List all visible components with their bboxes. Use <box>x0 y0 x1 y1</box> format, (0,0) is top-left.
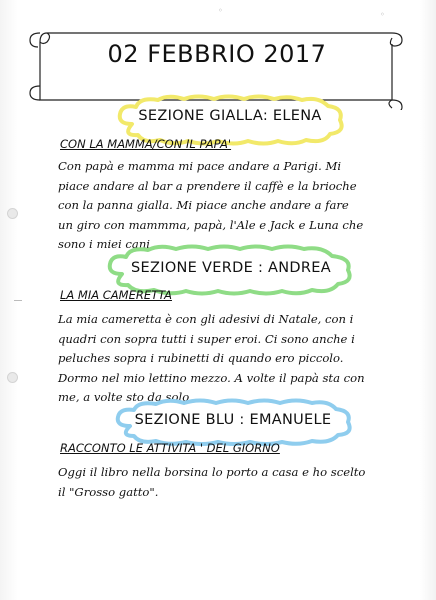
section-paragraph <box>58 310 414 408</box>
section-heading-blue: SEZIONE BLU : EMANUELE <box>134 412 332 428</box>
text-line: piace andare al bar a prendere il caffè e la brioche <box>58 178 357 193</box>
text-line: sono i miei cani. <box>58 237 154 251</box>
section-heading-green: SEZIONE VERDE : ANDREA <box>131 260 331 276</box>
text-line: Con papà e mamma mi pace andare a Parigi. Mi <box>58 159 342 173</box>
section-subtitle: RACCONTO LE ATTIVITA ' DEL GIORNO <box>60 441 280 455</box>
binder-hole <box>7 208 18 219</box>
date-title: 02 FEBBRIO 2017 <box>107 40 327 68</box>
text-line: un giro con mammma, papà, l'Ale e Jack e Luna che <box>58 217 364 232</box>
text-line: La mia cameretta è con gli adesivi di Natale, con i <box>58 312 354 326</box>
corner-mark: ◦ <box>218 6 223 15</box>
text-line: peluches sopra i rubinetti di quando ero piccolo. <box>58 351 344 365</box>
section-subtitle: LA MIA CAMERETTA <box>60 288 172 302</box>
page-mark <box>14 300 22 301</box>
text-line: Oggi il libro nella borsina lo porto a casa e ho scelto <box>58 465 366 479</box>
section-subtitle: CON LA MAMMA/CON IL PAPA' <box>60 137 232 151</box>
text-line: con la panna gialla. Mi piace anche andare a fare <box>58 198 349 212</box>
text-line: quadri con sopra tutti i super eroi. Ci sono anche i <box>58 331 355 346</box>
section-paragraph <box>58 463 414 502</box>
section-paragraph <box>58 157 414 255</box>
corner-mark: ◦ <box>380 10 385 19</box>
text-line: il "Grosso gatto". <box>58 484 159 499</box>
text-line: Dormo nel mio lettino mezzo. A volte il papà sta con <box>58 370 365 385</box>
text-line: me, a volte sto da solo. <box>58 390 193 404</box>
binder-hole <box>7 372 18 383</box>
section-heading-yellow: SEZIONE GIALLA: ELENA <box>138 108 322 124</box>
